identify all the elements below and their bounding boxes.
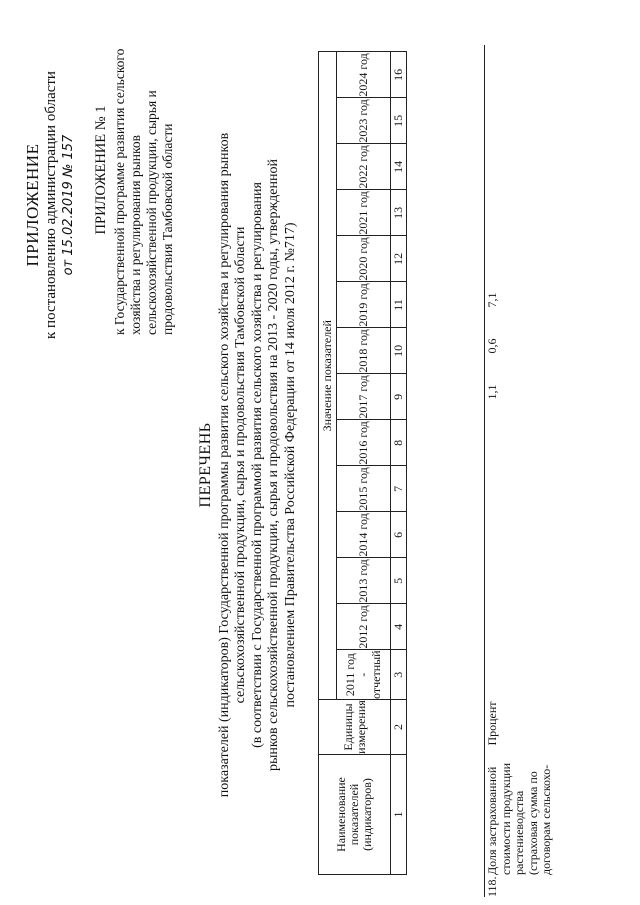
year-header: 2012 год: [337, 604, 391, 650]
column-number: 7: [391, 466, 407, 512]
title-line-5: постановлением Правительства Российской Федерации от 14 июля 2012 г. №717): [282, 222, 298, 708]
decree-appendix-block: [24, 35, 78, 375]
year-header: 2021 год: [337, 190, 391, 236]
column-number: 11: [391, 282, 407, 328]
column-number: 14: [391, 144, 407, 190]
column-number: 2: [391, 700, 407, 755]
year-header: 2023 год: [337, 98, 391, 144]
year-header: 2013 год: [337, 558, 391, 604]
column-number: 4: [391, 604, 407, 650]
column-number: 13: [391, 190, 407, 236]
table-row: [484, 0, 640, 897]
header-indicator-name: Наименование показателей (индикаторов): [319, 755, 391, 875]
year-header: 2018 год: [337, 328, 391, 374]
row-unit: Процент: [485, 701, 499, 746]
title-line-4: рынков сельскохозяйственной продукции, сырья и продовольствия на 2013 - 2020 годы, утвержденной: [266, 159, 281, 771]
year-header: 2020 год: [337, 236, 391, 282]
title-line-2: сельскохозяйственной продукции, сырья и продовольствия Тамбовской области: [233, 226, 248, 704]
row-value: 1,1: [485, 384, 499, 400]
column-number: 3: [391, 650, 407, 700]
program-appendix-block: [93, 5, 176, 335]
title-line-3: (в соответствии с Государственной программой развития сельского хозяйства и регулирования: [249, 182, 265, 748]
year-header: 2015 год: [337, 466, 391, 512]
column-number: 1: [391, 755, 407, 875]
year-header: 2017 год: [337, 374, 391, 420]
row-value: 0,6: [485, 338, 499, 354]
column-number: 6: [391, 512, 407, 558]
appendix1-text: к Государственной программе развития сельского хозяйства и регулирования рынков сельскохозяйственной продукции, сырья и продовольствия Тамбовской области: [112, 48, 175, 335]
row-number: 118.: [485, 876, 499, 897]
year-header: 2014 год: [337, 512, 391, 558]
column-numbers-row: [391, 52, 407, 875]
indicators-table: [318, 51, 407, 875]
column-number: 15: [391, 98, 407, 144]
column-number: 16: [391, 52, 407, 98]
document-heading: ПЕРЕЧЕНЬ: [197, 422, 214, 508]
column-number: 5: [391, 558, 407, 604]
header-values: Значение показателей: [319, 52, 337, 700]
year-header: 2019 год: [337, 282, 391, 328]
row-value: 7,1: [485, 292, 499, 308]
appendix-title: ПРИЛОЖЕНИЕ: [23, 143, 42, 267]
header-unit: Единицы измерения: [319, 700, 391, 755]
document-title: [198, 55, 299, 875]
decree-signature: от 15.02.2019 № 157: [61, 134, 76, 276]
appendix1-title: ПРИЛОЖЕНИЕ № 1: [93, 105, 109, 235]
year-header: 2022 год: [337, 144, 391, 190]
title-line-1: показателей (индикаторов) Государственной программы развития сельского хозяйства и регулирования рынков: [216, 132, 232, 798]
column-number: 8: [391, 420, 407, 466]
row-indicator-name: Доля застрахованной стоимости продукции растениеводства (страховая сумма по договорам сельскохо-: [485, 763, 553, 875]
year-header: 2011 год - отчетный: [337, 650, 391, 700]
row-divider: [484, 45, 485, 897]
appendix-decree-text: к постановлению администрации области: [43, 71, 59, 339]
year-header: 2024 год: [337, 52, 391, 98]
column-number: 12: [391, 236, 407, 282]
column-number: 10: [391, 328, 407, 374]
column-number: 9: [391, 374, 407, 420]
year-header: 2016 год: [337, 420, 391, 466]
